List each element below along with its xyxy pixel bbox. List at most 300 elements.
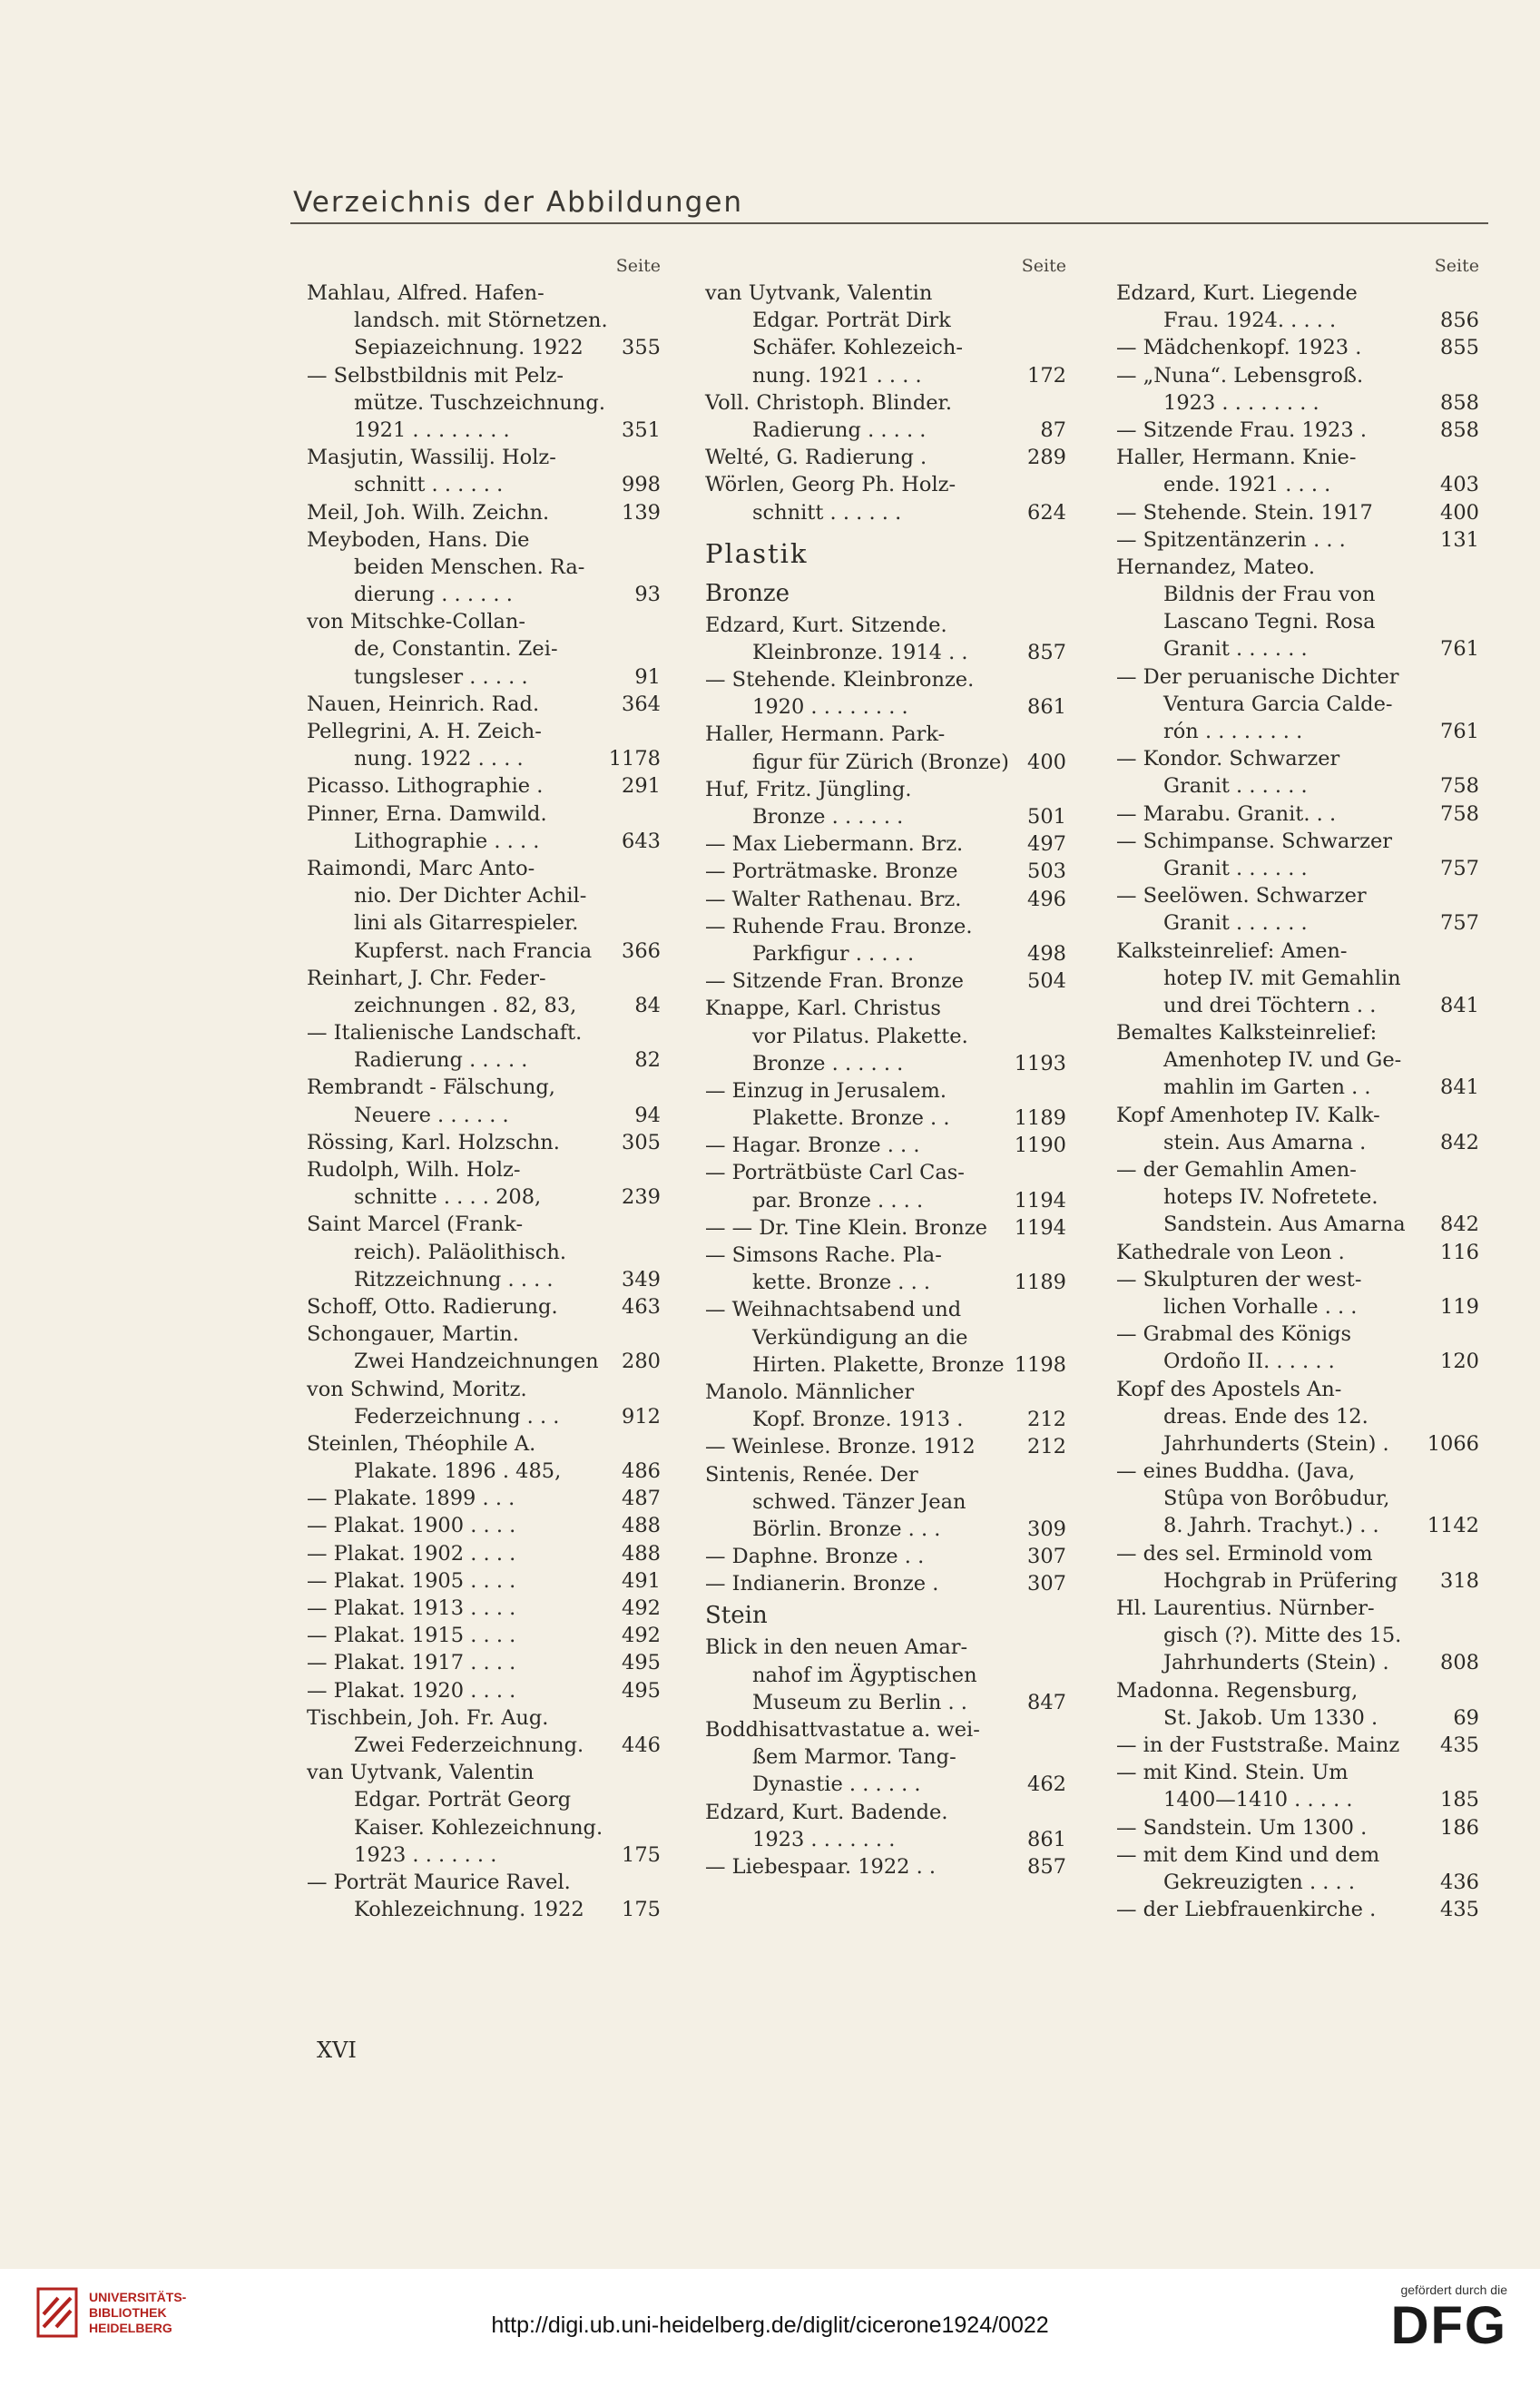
- section-heading: Plastik: [705, 537, 809, 569]
- entry-text: dreas. Ende des 12.: [1163, 1404, 1368, 1429]
- entry-text: — Seelöwen. Schwarzer: [1116, 884, 1367, 908]
- entry-page-number: 998: [622, 473, 661, 497]
- index-entry: [307, 745, 661, 772]
- entry-text: Zwei Federzeichnung.: [354, 1733, 584, 1757]
- entry-text: Kleinbronze. 1914 . .: [752, 640, 968, 664]
- index-entry: [1116, 828, 1479, 855]
- index-entry: [307, 1677, 661, 1704]
- index-entry: [1116, 965, 1479, 992]
- index-entry: [1116, 444, 1479, 471]
- index-entry: [705, 612, 1066, 639]
- index-entry: [705, 471, 1066, 498]
- entry-page-number: 643: [622, 829, 661, 853]
- index-entry: [307, 1732, 661, 1759]
- index-entry: [307, 1102, 661, 1129]
- subsection-heading: Bronze: [705, 579, 790, 607]
- entry-text: Reinhart, J. Chr. Feder-: [307, 966, 546, 990]
- entry-text: — Plakat. 1905 . . . .: [307, 1568, 516, 1593]
- entry-text: kette. Bronze . . .: [752, 1271, 931, 1295]
- index-entry: [307, 1458, 661, 1485]
- entry-page-number: 498: [1027, 941, 1066, 966]
- entry-text: par. Bronze . . . .: [752, 1188, 924, 1213]
- entry-page-number: 486: [622, 1459, 661, 1484]
- index-entry: [307, 1814, 661, 1841]
- index-entry: [307, 1430, 661, 1458]
- index-entry: [307, 526, 661, 554]
- entry-text: — Plakat. 1915 . . . .: [307, 1624, 516, 1648]
- index-entry: [307, 1156, 661, 1183]
- index-entry: [1116, 1046, 1479, 1074]
- entry-page-number: 841: [1440, 993, 1479, 1017]
- index-entry: [1116, 938, 1479, 965]
- entry-page-number: 366: [622, 938, 661, 963]
- entry-text: — Sandstein. Um 1300 .: [1116, 1815, 1368, 1840]
- entry-text: — Weinlese. Bronze. 1912: [705, 1435, 976, 1459]
- page-number: XVI: [317, 2037, 357, 2063]
- entry-text: Kopf. Bronze. 1913 .: [752, 1408, 964, 1432]
- entry-text: Meyboden, Hans. Die: [307, 527, 530, 552]
- index-entry: [1116, 1293, 1479, 1321]
- index-entry: [1116, 1814, 1479, 1841]
- entry-text: — Hagar. Bronze . . .: [705, 1134, 920, 1158]
- entry-text: Museum zu Berlin . .: [752, 1690, 967, 1714]
- entry-text: Hochgrab in Prüfering: [1163, 1568, 1398, 1593]
- index-entry: [307, 280, 661, 307]
- index-entry: [307, 1376, 661, 1403]
- funding-label: gefördert durch die: [1400, 2283, 1507, 2297]
- index-entry: [307, 1019, 661, 1046]
- entry-page-number: 857: [1027, 1854, 1066, 1879]
- index-entry: [705, 280, 1066, 307]
- index-entry: [705, 913, 1066, 940]
- index-entry: [1116, 1896, 1479, 1923]
- index-entry: [307, 554, 661, 581]
- index-entry: [705, 1799, 1066, 1826]
- entry-page-number: 212: [1027, 1408, 1066, 1432]
- entry-text: von Mitschke-Collan-: [307, 610, 526, 634]
- index-entry: [307, 1074, 661, 1101]
- index-entry: [705, 1853, 1066, 1880]
- entry-page-number: 861: [1027, 1827, 1066, 1851]
- entry-text: Wörlen, Georg Ph. Holz-: [705, 473, 956, 497]
- entry-text: — in der Fuststraße. Mainz: [1116, 1733, 1400, 1757]
- entry-text: Hirten. Plakette, Bronze: [752, 1352, 1005, 1377]
- entry-text: Edgar. Porträt Georg: [354, 1788, 572, 1812]
- index-entry: [1116, 1348, 1479, 1375]
- entry-page-number: 131: [1440, 527, 1479, 552]
- index-entry: [1116, 718, 1479, 745]
- entry-text: Lithographie . . . .: [354, 829, 540, 853]
- entry-page-number: 94: [634, 1103, 661, 1127]
- entry-text: Sintenis, Renée. Der: [705, 1462, 918, 1487]
- entry-text: von Schwind, Moritz.: [307, 1377, 527, 1401]
- entry-text: beiden Menschen. Ra-: [354, 555, 585, 579]
- entry-text: — Walter Rathenau. Brz.: [705, 887, 962, 911]
- entry-page-number: 495: [622, 1651, 661, 1675]
- entry-text: — Liebespaar. 1922 . .: [705, 1854, 937, 1879]
- entry-text: lini als Gitarrespieler.: [354, 911, 579, 936]
- index-entry: [307, 1896, 661, 1923]
- entry-page-number: 1194: [1014, 1188, 1066, 1213]
- index-entry: [307, 581, 661, 608]
- index-entry: [307, 1046, 661, 1074]
- index-entry: [705, 1242, 1066, 1269]
- index-entry: [1116, 417, 1479, 444]
- entry-text: — Sitzende Frau. 1923 .: [1116, 417, 1367, 442]
- index-entry: [1116, 1239, 1479, 1266]
- entry-text: — Einzug in Jerusalem.: [705, 1078, 947, 1103]
- entry-text: Granit . . . . . .: [1163, 774, 1308, 799]
- entry-text: — Porträtbüste Carl Cas-: [705, 1161, 965, 1185]
- entry-text: Kopf Amenhotep IV. Kalk-: [1116, 1103, 1380, 1127]
- index-entry: [705, 1743, 1066, 1771]
- entry-text: Saint Marcel (Frank-: [307, 1213, 524, 1237]
- entry-text: Dynastie . . . . . .: [752, 1772, 921, 1797]
- entry-page-number: 307: [1027, 1572, 1066, 1596]
- entry-text: 1921 . . . . . . . .: [354, 417, 510, 442]
- index-entry: [307, 1595, 661, 1622]
- index-entry: [1116, 1732, 1479, 1759]
- index-entry: [705, 334, 1066, 361]
- index-entry: [307, 1403, 661, 1430]
- entry-page-number: 1189: [1014, 1106, 1066, 1131]
- entry-text: reich). Paläolithisch.: [354, 1240, 567, 1264]
- entry-page-number: 175: [622, 1898, 661, 1922]
- entry-page-number: 172: [1027, 363, 1066, 388]
- index-entry: [705, 693, 1066, 721]
- entry-page-number: 280: [622, 1350, 661, 1374]
- entry-text: Schongauer, Martin.: [307, 1322, 519, 1347]
- entry-page-number: 492: [622, 1596, 661, 1620]
- index-entry: [705, 967, 1066, 995]
- index-entry: [1116, 882, 1479, 909]
- entry-text: — mit dem Kind und dem: [1116, 1842, 1380, 1867]
- index-entry: [307, 663, 661, 691]
- entry-text: Radierung . . . . .: [354, 1048, 528, 1073]
- entry-page-number: 1190: [1014, 1134, 1066, 1158]
- index-entry: [1116, 1567, 1479, 1595]
- index-entry: [705, 940, 1066, 967]
- entry-page-number: 305: [622, 1130, 661, 1154]
- index-entry: [705, 1689, 1066, 1716]
- entry-page-number: 435: [1440, 1733, 1479, 1757]
- entry-text: Börlin. Bronze . . .: [752, 1517, 941, 1541]
- index-entry: [307, 1759, 661, 1786]
- entry-text: 1923 . . . . . . .: [354, 1842, 497, 1867]
- entry-page-number: 761: [1440, 637, 1479, 662]
- entry-text: Gekreuzigten . . . .: [1163, 1870, 1356, 1894]
- index-entry: [1116, 663, 1479, 691]
- entry-text: Pinner, Erna. Damwild.: [307, 801, 547, 826]
- entry-text: — Porträtmaske. Bronze: [705, 859, 958, 884]
- index-entry: [307, 307, 661, 334]
- entry-page-number: 364: [622, 692, 661, 716]
- entry-page-number: 175: [622, 1842, 661, 1867]
- entry-text: — Selbstbildnis mit Pelz-: [307, 363, 564, 388]
- entry-text: Bronze . . . . . .: [752, 805, 904, 829]
- index-entry: [705, 1716, 1066, 1743]
- entry-text: Neuere . . . . . .: [354, 1103, 509, 1127]
- index-entry: [1116, 691, 1479, 718]
- entry-text: Tischbein, Joh. Fr. Aug.: [307, 1705, 549, 1730]
- seite-label: Seite: [1434, 256, 1479, 276]
- index-entry: [307, 608, 661, 635]
- index-entry: [705, 1570, 1066, 1597]
- index-entry: [705, 1543, 1066, 1570]
- entry-text: schnitt . . . . . .: [354, 473, 504, 497]
- entry-page-number: 116: [1440, 1240, 1479, 1264]
- index-entry: [307, 471, 661, 498]
- entry-text: zeichnungen . 82, 83,: [354, 993, 577, 1017]
- entry-text: — Simsons Rache. Pla-: [705, 1243, 942, 1267]
- index-entry: [705, 1516, 1066, 1543]
- entry-page-number: 841: [1440, 1075, 1479, 1100]
- index-entry: [705, 1269, 1066, 1296]
- entry-text: — Mädchenkopf. 1923 .: [1116, 336, 1362, 360]
- entry-page-number: 291: [622, 774, 661, 799]
- entry-page-number: 757: [1440, 911, 1479, 936]
- entry-text: landsch. mit Störnetzen.: [354, 309, 608, 333]
- entry-text: Rembrandt - Fälschung,: [307, 1075, 555, 1100]
- entry-text: — Kondor. Schwarzer: [1116, 747, 1340, 771]
- entry-page-number: 119: [1440, 1294, 1479, 1319]
- index-entry: [307, 1266, 661, 1293]
- entry-text: und drei Töchtern . .: [1163, 993, 1377, 1017]
- entry-page-number: 495: [622, 1678, 661, 1703]
- index-entry: [705, 1406, 1066, 1433]
- entry-text: Federzeichnung . . .: [354, 1404, 560, 1429]
- entry-text: nung. 1922 . . . .: [354, 747, 524, 771]
- entry-text: Boddhisattvastatue a. wei-: [705, 1718, 980, 1742]
- index-entry: [307, 828, 661, 855]
- entry-text: Edzard, Kurt. Badende.: [705, 1800, 948, 1824]
- index-entry: [307, 1622, 661, 1649]
- entry-page-number: 349: [622, 1267, 661, 1291]
- index-entry: [1116, 307, 1479, 334]
- entry-text: — — Dr. Tine Klein. Bronze: [705, 1215, 987, 1240]
- index-entry: [1116, 635, 1479, 663]
- dfg-wordmark: DFG: [1390, 2296, 1507, 2355]
- index-column-3: [1116, 252, 1479, 1923]
- entry-text: Blick in den neuen Amar-: [705, 1635, 968, 1660]
- entry-text: — Sitzende Fran. Bronze: [705, 969, 964, 994]
- index-entry: [705, 803, 1066, 830]
- entry-page-number: 463: [622, 1294, 661, 1319]
- entry-page-number: 84: [634, 993, 661, 1017]
- entry-text: Bemaltes Kalksteinrelief:: [1116, 1021, 1378, 1046]
- entry-page-number: 861: [1027, 695, 1066, 720]
- index-entry: [307, 417, 661, 444]
- entry-text: Parkfigur . . . . .: [752, 941, 915, 966]
- entry-page-number: 185: [1440, 1788, 1479, 1812]
- index-entry: [307, 1540, 661, 1567]
- index-entry: [705, 1132, 1066, 1159]
- entry-text: Welté, G. Radierung .: [705, 446, 927, 470]
- index-entry: [307, 1348, 661, 1375]
- entry-page-number: 491: [622, 1568, 661, 1593]
- entry-page-number: 400: [1440, 500, 1479, 525]
- index-entry: [1116, 1266, 1479, 1293]
- entry-page-number: 212: [1027, 1435, 1066, 1459]
- entry-text: Haller, Hermann. Park-: [705, 722, 946, 747]
- entry-text: Schoff, Otto. Radierung.: [307, 1294, 558, 1319]
- index-entry: [1116, 526, 1479, 554]
- entry-text: Ordoño II. . . . . .: [1163, 1350, 1335, 1374]
- entry-text: Raimondi, Marc Anto-: [307, 856, 535, 880]
- entry-text: nung. 1921 . . . .: [752, 363, 922, 388]
- entry-text: schnitt . . . . . .: [752, 500, 902, 525]
- entry-text: Rudolph, Wilh. Holz-: [307, 1158, 521, 1182]
- entry-text: Stûpa von Borôbudur,: [1163, 1487, 1390, 1511]
- index-entry: [705, 830, 1066, 858]
- index-entry: [307, 1704, 661, 1732]
- index-entry: [307, 992, 661, 1019]
- entry-text: — Max Liebermann. Brz.: [705, 832, 964, 857]
- entry-page-number: 847: [1027, 1690, 1066, 1714]
- seite-label: Seite: [1021, 256, 1066, 276]
- library-name: UNIVERSITÄTS- BIBLIOTHEK HEIDELBERG: [89, 2289, 187, 2335]
- entry-text: — Plakat. 1913 . . . .: [307, 1596, 516, 1620]
- index-entry: [705, 1351, 1066, 1379]
- index-entry: [307, 499, 661, 526]
- index-entry: [307, 635, 661, 663]
- entry-text: Schäfer. Kohlezeich-: [752, 336, 963, 360]
- index-entry: [1116, 1540, 1479, 1567]
- entry-text: Frau. 1924. . . . .: [1163, 309, 1337, 333]
- entry-text: — der Liebfrauenkirche .: [1116, 1898, 1377, 1922]
- index-entry: [705, 307, 1066, 334]
- entry-page-number: 120: [1440, 1350, 1479, 1374]
- entry-text: — Plakat. 1900 . . . .: [307, 1514, 516, 1538]
- entry-page-number: 239: [622, 1185, 661, 1210]
- entry-text: Zwei Handzeichnungen: [354, 1350, 599, 1374]
- index-entry: [1116, 1376, 1479, 1403]
- index-entry: [1116, 1019, 1479, 1046]
- index-entry: [1116, 334, 1479, 361]
- index-entry: [1116, 362, 1479, 389]
- entry-text: tungsleser . . . . .: [354, 664, 528, 689]
- index-entry: [1116, 1841, 1479, 1869]
- entry-text: — des sel. Erminold vom: [1116, 1541, 1373, 1566]
- entry-page-number: 855: [1440, 336, 1479, 360]
- entry-text: Ventura Garcia Calde-: [1163, 692, 1393, 716]
- entry-text: — Der peruanische Dichter: [1116, 664, 1399, 689]
- entry-text: dierung . . . . . .: [354, 583, 513, 607]
- entry-page-number: 446: [622, 1733, 661, 1757]
- entry-text: Knappe, Karl. Christus: [705, 997, 941, 1021]
- entry-text: — der Gemahlin Amen-: [1116, 1158, 1357, 1182]
- index-entry: [307, 855, 661, 882]
- entry-text: Granit . . . . . .: [1163, 856, 1308, 880]
- index-entry: [307, 1869, 661, 1896]
- entry-text: — Plakat. 1902 . . . .: [307, 1541, 516, 1566]
- entry-text: Rössing, Karl. Holzschn.: [307, 1130, 560, 1154]
- dfg-logo[interactable]: [1391, 2283, 1507, 2355]
- index-entry: [1116, 389, 1479, 417]
- index-entry: [1116, 1129, 1479, 1156]
- index-entry: [307, 772, 661, 800]
- index-entry: [1116, 1211, 1479, 1238]
- entry-text: Edzard, Kurt. Sitzende.: [705, 613, 947, 637]
- index-entry: [1116, 1074, 1479, 1101]
- entry-page-number: 1193: [1014, 1051, 1066, 1075]
- index-entry: [705, 1771, 1066, 1798]
- entry-text: nio. Der Dichter Achil-: [354, 884, 587, 908]
- index-entry: [1116, 1595, 1479, 1622]
- index-entry: [307, 1485, 661, 1512]
- entry-text: — Stehende. Kleinbronze.: [705, 668, 975, 692]
- index-entry: [705, 362, 1066, 389]
- entry-page-number: 488: [622, 1514, 661, 1538]
- entry-text: gisch (?). Mitte des 15.: [1163, 1624, 1402, 1648]
- index-entry: [1116, 1512, 1479, 1539]
- entry-page-number: 624: [1027, 500, 1066, 525]
- index-entry: [1116, 581, 1479, 608]
- entry-text: Mahlau, Alfred. Hafen-: [307, 281, 544, 305]
- entry-text: — Marabu. Granit. . .: [1116, 801, 1337, 826]
- index-entry: [307, 882, 661, 909]
- source-url-link[interactable]: http://digi.ub.uni-heidelberg.de/diglit/cicerone1924/0022: [491, 2312, 1049, 2338]
- entry-text: — Indianerin. Bronze .: [705, 1572, 939, 1596]
- entry-page-number: 492: [622, 1624, 661, 1648]
- index-entry: [307, 938, 661, 965]
- index-entry: [1116, 1321, 1479, 1348]
- entry-text: — Plakat. 1917 . . . .: [307, 1651, 516, 1675]
- entry-page-number: 435: [1440, 1898, 1479, 1922]
- entry-text: nahof im Ägyptischen: [752, 1663, 977, 1687]
- entry-page-number: 757: [1440, 856, 1479, 880]
- entry-text: Kalksteinrelief: Amen-: [1116, 938, 1348, 963]
- entry-page-number: 842: [1440, 1130, 1479, 1154]
- entry-page-number: 842: [1440, 1213, 1479, 1237]
- index-entry: [307, 1211, 661, 1238]
- entry-text: 8. Jahrh. Trachyt.) . .: [1163, 1514, 1379, 1538]
- index-entry: [705, 1662, 1066, 1689]
- index-entry: [705, 886, 1066, 913]
- index-entry: [307, 1293, 661, 1321]
- entry-text: Plakate. 1896 . 485,: [354, 1459, 562, 1484]
- entry-text: 1400—1410 . . . . .: [1163, 1788, 1353, 1812]
- entry-text: schnitte . . . . 208,: [354, 1185, 542, 1210]
- entry-text: Masjutin, Wassilij. Holz-: [307, 446, 556, 470]
- entry-page-number: 1189: [1014, 1271, 1066, 1295]
- index-entry: [307, 1649, 661, 1676]
- entry-page-number: 462: [1027, 1772, 1066, 1797]
- entry-text: Jahrhunderts (Stein) .: [1163, 1651, 1389, 1675]
- entry-page-number: 403: [1440, 473, 1479, 497]
- entry-page-number: 186: [1440, 1815, 1479, 1840]
- entry-text: Picasso. Lithographie .: [307, 774, 544, 799]
- entry-text: — Italienische Landschaft.: [307, 1021, 583, 1046]
- index-entry: [705, 1488, 1066, 1516]
- entry-page-number: 82: [634, 1048, 661, 1073]
- entry-page-number: 501: [1027, 805, 1066, 829]
- index-entry: [705, 995, 1066, 1022]
- index-entry: [1116, 1485, 1479, 1512]
- index-column-1: [307, 252, 661, 1923]
- index-entry: [1116, 608, 1479, 635]
- index-entry: [307, 718, 661, 745]
- index-entry: [307, 1786, 661, 1813]
- entry-text: — „Nuna“. Lebensgroß.: [1116, 363, 1364, 388]
- entry-page-number: 808: [1440, 1651, 1479, 1675]
- index-entry: [1116, 1102, 1479, 1129]
- entry-text: Pellegrini, A. H. Zeich-: [307, 720, 542, 743]
- entry-text: Ritzzeichnung . . . .: [354, 1267, 554, 1291]
- entry-page-number: 318: [1440, 1568, 1479, 1593]
- index-entry: [307, 691, 661, 718]
- index-entry: [705, 639, 1066, 666]
